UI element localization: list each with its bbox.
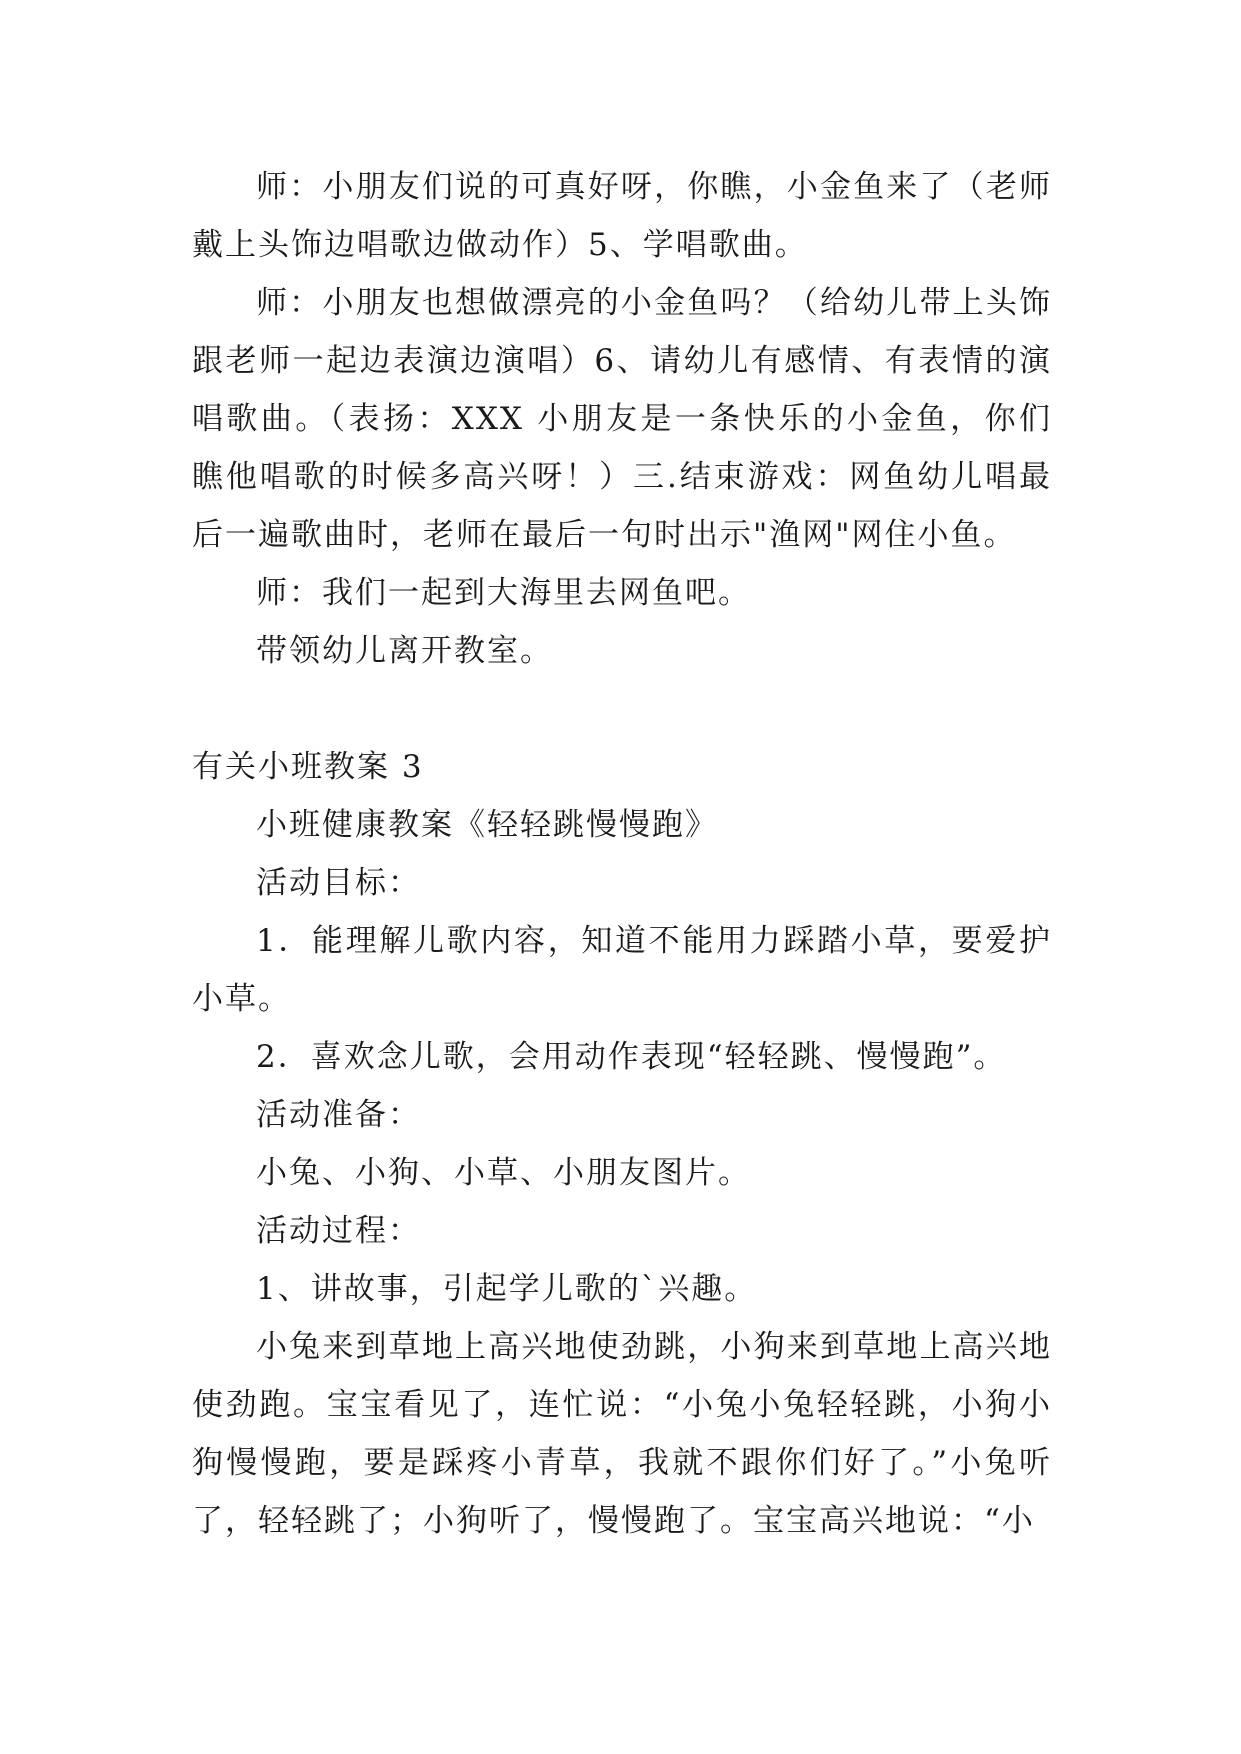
paragraph: 师：我们一起到大海里去网鱼吧。: [256, 575, 751, 611]
section-spacer: [192, 680, 1052, 738]
heading-process: 活动过程：: [256, 1213, 421, 1249]
paragraph: 带领幼儿离开教室。: [256, 633, 553, 669]
lesson-title: 小班健康教案《轻轻跳慢慢跑》: [256, 807, 718, 843]
objective-item: 2．喜欢念儿歌，会用动作表现“轻轻跳、慢慢跑”。: [256, 1039, 1007, 1075]
document-body: [192, 158, 1052, 1550]
paragraph: 师：小朋友们说的可真好呀，你瞧，小金鱼来了（老师戴上头饰边唱歌边做动作）5、学唱歌曲。: [192, 169, 1052, 263]
story-paragraph: 小兔来到草地上高兴地使劲跳，小狗来到草地上高兴地使劲跑。宝宝看见了，连忙说：“小兔小兔轻轻跳，小狗小狗慢慢跑，要是踩疼小青草，我就不跟你们好了。”小兔听了，轻轻跳了；小狗听了，慢慢跑了。宝宝高兴地说：“小: [192, 1329, 1052, 1539]
heading-preparation: 活动准备：: [256, 1097, 421, 1133]
heading-objectives: 活动目标：: [256, 865, 421, 901]
objective-item: 1．能理解儿歌内容，知道不能用力踩踏小草，要爱护小草。: [192, 923, 1052, 1017]
section-title: 有关小班教案 3: [192, 749, 424, 785]
process-step: 1、讲故事，引起学儿歌的`兴趣。: [256, 1271, 758, 1307]
preparation-text: 小兔、小狗、小草、小朋友图片。: [256, 1155, 751, 1191]
paragraph: 师：小朋友也想做漂亮的小金鱼吗？（给幼儿带上头饰跟老师一起边表演边演唱）6、请幼儿有感情、有表情的演唱歌曲。（表扬：XXX 小朋友是一条快乐的小金鱼，你们瞧他唱歌的时候多高兴呀！）三.结束游戏：网鱼幼儿唱最后一遍歌曲时，老师在最后一句时出示"渔网"网住小鱼。: [192, 285, 1052, 553]
